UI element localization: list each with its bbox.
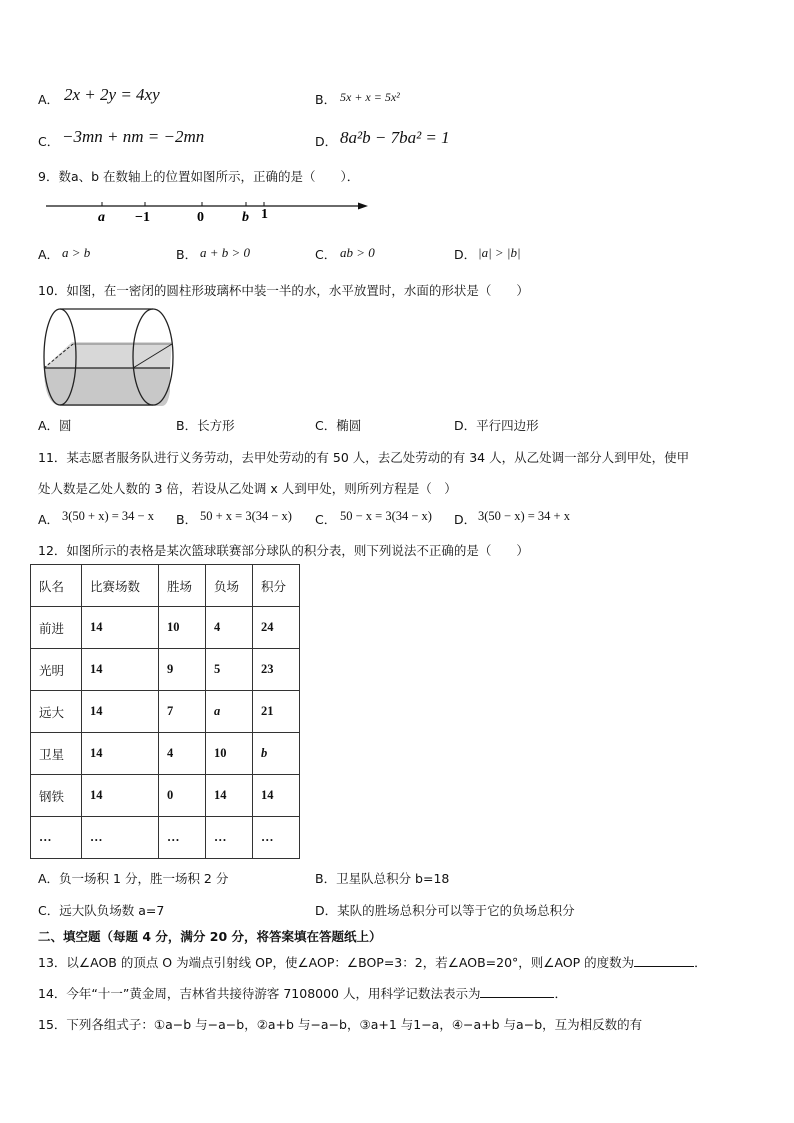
- q10-option-a: A．圆: [38, 418, 72, 433]
- q12-option-c: C．远大队负场数 a=7: [38, 903, 165, 918]
- table-cell: 14: [82, 733, 159, 775]
- table-row: [31, 607, 300, 649]
- q10-option-b: B．长方形: [176, 418, 235, 433]
- q8-option-d-expr: 8a²b − 7ba² = 1: [340, 128, 450, 147]
- q8-option-b-label: B．: [315, 92, 337, 107]
- q8-option-c-label: C．: [38, 134, 60, 149]
- q13-answer-blank[interactable]: [634, 966, 694, 967]
- table-header: 胜场: [159, 565, 206, 607]
- table-cell: 7: [159, 691, 206, 733]
- table-cell: 远大: [31, 691, 82, 733]
- q9-option-c-expr: ab > 0: [340, 245, 375, 260]
- q9-option-a-label: A．: [38, 247, 60, 262]
- q14-line: [38, 984, 567, 1002]
- q11-option-a-expr: 3(50 + x) = 34 − x: [62, 509, 154, 523]
- q11-option-c-expr: 50 − x = 3(34 − x): [340, 509, 432, 523]
- q11-stem-line2: 处人数是乙处人数的 3 倍，若设从乙处调 x 人到甲处，则所列方程是（ ）: [38, 481, 457, 496]
- q9-option-b-label: B．: [176, 247, 198, 262]
- table-header-row: [31, 565, 300, 607]
- table-cell: 前进: [31, 607, 82, 649]
- table-header: 积分: [253, 565, 300, 607]
- q12-option-b: B．卫星队总积分 b=18: [315, 871, 450, 886]
- table-cell: 14: [253, 775, 300, 817]
- table-cell: 9: [159, 649, 206, 691]
- table-cell: b: [253, 733, 300, 775]
- table-header: 队名: [31, 565, 82, 607]
- table-cell: 光明: [31, 649, 82, 691]
- axis-label-b: b: [242, 210, 249, 225]
- q11-option-d-expr: 3(50 − x) = 34 + x: [478, 509, 570, 523]
- q11-option-a-label: A．: [38, 512, 60, 527]
- table-cell: 5: [206, 649, 253, 691]
- q8-option-d-label: D．: [315, 134, 338, 149]
- q8-option-b-expr: 5x + x = 5x²: [340, 90, 400, 104]
- q11-option-b-expr: 50 + x = 3(34 − x): [200, 509, 292, 523]
- q14-end: ．: [554, 986, 567, 1001]
- table-cell: 10: [206, 733, 253, 775]
- axis-label-neg1: −1: [135, 210, 150, 225]
- table-cell: 14: [206, 775, 253, 817]
- table-cell: 4: [159, 733, 206, 775]
- q12-option-a: A．负一场积 1 分，胜一场积 2 分: [38, 871, 229, 886]
- q13-stem: 13．以∠AOB 的顶点 O 为端点引射线 OP，使∠AOP：∠BOP=3：2，若∠AOB=20°，则∠AOP 的度数为: [38, 955, 635, 970]
- q12-stem: 12．如图所示的表格是某次篮球联赛部分球队的积分表，则下列说法不正确的是（ ）: [38, 543, 529, 558]
- table-cell: …: [206, 817, 253, 859]
- q9-option-a-expr: a > b: [62, 245, 91, 260]
- q15-stem: 15．下列各组式子：①a−b 与−a−b，②a+b 与−a−b，③a+1 与1−a，④−a+b 与a−b，互为相反数的有: [38, 1017, 643, 1032]
- q9-stem: 9．数a、b 在数轴上的位置如图所示，正确的是（ ）．: [38, 169, 360, 184]
- axis-label-0: 0: [197, 210, 204, 225]
- q14-answer-blank[interactable]: [480, 997, 554, 998]
- table-cell: 10: [159, 607, 206, 649]
- q8-option-a-expr: 2x + 2y = 4xy: [64, 85, 160, 104]
- table-cell: 14: [82, 775, 159, 817]
- number-line-arrow: [358, 203, 368, 210]
- q9-option-d-label: D．: [454, 247, 477, 262]
- table-cell: …: [82, 817, 159, 859]
- q8-option-a-label: A．: [38, 92, 60, 107]
- section-2-title: 二、填空题（每题 4 分，满分 20 分，将答案填在答题纸上）: [38, 929, 382, 944]
- table-header: 负场: [206, 565, 253, 607]
- table-cell: 4: [206, 607, 253, 649]
- q11-option-c-label: C．: [315, 512, 337, 527]
- table-row: [31, 817, 300, 859]
- table-cell: 0: [159, 775, 206, 817]
- points-table: [30, 564, 300, 859]
- q11-option-d-label: D．: [454, 512, 477, 527]
- q8-option-c-expr: −3mn + nm = −2mn: [62, 127, 205, 146]
- q10-option-c: C．椭圆: [315, 418, 362, 433]
- table-row: [31, 775, 300, 817]
- q11-option-b-label: B．: [176, 512, 198, 527]
- table-cell: …: [31, 817, 82, 859]
- q14-stem: 14．今年“十一”黄金周，吉林省共接待游客 7108000 人，用科学记数法表示为: [38, 986, 481, 1001]
- table-cell: …: [253, 817, 300, 859]
- q12-option-d: D．某队的胜场总积分可以等于它的负场总积分: [315, 903, 575, 918]
- q11-stem-line1: 11．某志愿者服务队进行义务劳动，去甲处劳动的有 50 人，去乙处劳动的有 34 人，从乙处调一部分人到甲处，使甲: [38, 450, 690, 465]
- table-cell: …: [159, 817, 206, 859]
- water-fill: [44, 368, 170, 406]
- table-row: [31, 691, 300, 733]
- table-cell: 14: [82, 607, 159, 649]
- axis-label-1: 1: [261, 207, 268, 222]
- table-header: 比赛场数: [82, 565, 159, 607]
- table-cell: 卫星: [31, 733, 82, 775]
- table-cell: 14: [82, 691, 159, 733]
- table-cell: 23: [253, 649, 300, 691]
- water-surface: [44, 342, 172, 368]
- q9-option-c-label: C．: [315, 247, 337, 262]
- q10-option-d: D．平行四边形: [454, 418, 539, 433]
- q9-option-b-expr: a + b > 0: [200, 245, 251, 260]
- q10-stem: 10．如图，在一密闭的圆柱形玻璃杯中装一半的水，水平放置时，水面的形状是（ ）: [38, 283, 529, 298]
- axis-label-a: a: [98, 210, 105, 225]
- table-row: [31, 733, 300, 775]
- table-cell: 21: [253, 691, 300, 733]
- cylinder-figure: [40, 306, 174, 408]
- table-cell: 钢铁: [31, 775, 82, 817]
- table-row: [31, 649, 300, 691]
- q9-option-d-expr: |a| > |b|: [478, 245, 521, 260]
- table-cell: a: [206, 691, 253, 733]
- number-line-figure: [40, 196, 380, 230]
- table-cell: 24: [253, 607, 300, 649]
- table-cell: 14: [82, 649, 159, 691]
- q13-line: [38, 953, 707, 971]
- q13-end: ．: [694, 955, 707, 970]
